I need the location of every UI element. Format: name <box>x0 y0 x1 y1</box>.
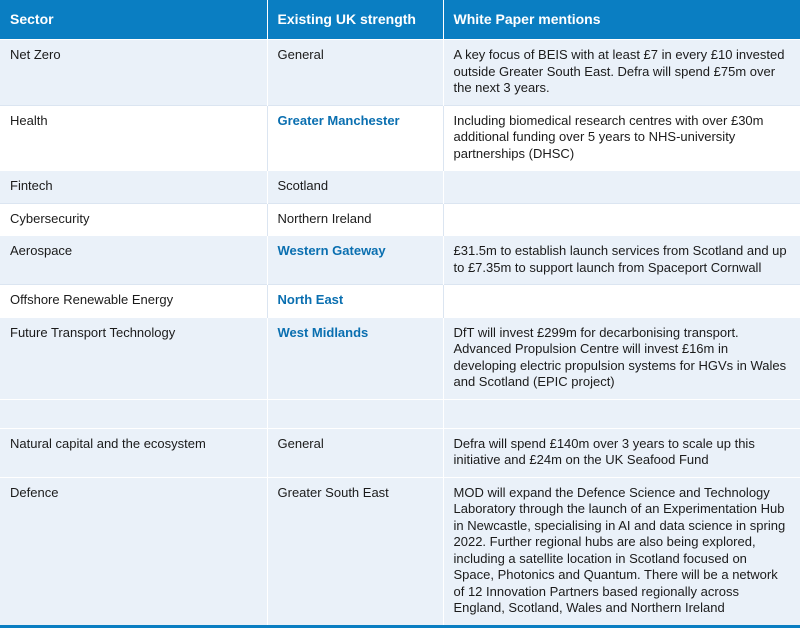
cell-sector <box>0 399 267 428</box>
table-row <box>0 236 800 285</box>
cell-mentions: £31.5m to establish launch services from Scotland and up to £7.35m to support launch from Spaceport Cornwall <box>443 236 800 285</box>
table-row <box>0 477 800 626</box>
cell-sector: Future Transport Technology <box>0 317 267 399</box>
cell-mentions: A key focus of BEIS with at least £7 in every £10 invested outside Greater South East. Defra will spend £75m over the next 3 years. <box>443 40 800 106</box>
table-row <box>0 203 800 236</box>
cell-mentions: MOD will expand the Defence Science and Technology Laboratory through the launch of an Experimentation Hub in Newcastle, specialising in AI and data science in spring 2022. Further regional hubs are also being explored, including a satellite location in Scotland focused on Space, Photonics and Quantum. There will be a network of 12 Innovation Partners based regionally across England, Scotland, Wales and Northern Ireland <box>443 477 800 626</box>
header-white-paper-mentions: White Paper mentions <box>443 0 800 40</box>
cell-mentions <box>443 399 800 428</box>
cell-sector: Health <box>0 105 267 171</box>
cell-strength: West Midlands <box>267 317 443 399</box>
cell-mentions: Including biomedical research centres with over £30m additional funding over 5 years to NHS-university partnerships (DHSC) <box>443 105 800 171</box>
table-row <box>0 40 800 106</box>
table-row-empty <box>0 399 800 428</box>
cell-sector: Defence <box>0 477 267 626</box>
table-row <box>0 428 800 477</box>
cell-strength: General <box>267 40 443 106</box>
cell-strength: Scotland <box>267 171 443 204</box>
cell-strength: Greater South East <box>267 477 443 626</box>
cell-sector: Cybersecurity <box>0 203 267 236</box>
cell-sector: Fintech <box>0 171 267 204</box>
table-row <box>0 285 800 318</box>
cell-mentions: Defra will spend £140m over 3 years to scale up this initiative and £24m on the UK Seafood Fund <box>443 428 800 477</box>
cell-mentions <box>443 171 800 204</box>
table-header-row <box>0 0 800 40</box>
table-row <box>0 317 800 399</box>
cell-sector: Natural capital and the ecosystem <box>0 428 267 477</box>
cell-sector: Offshore Renewable Energy <box>0 285 267 318</box>
cell-mentions <box>443 285 800 318</box>
header-existing-uk-strength: Existing UK strength <box>267 0 443 40</box>
cell-strength: Greater Manchester <box>267 105 443 171</box>
cell-strength <box>267 399 443 428</box>
cell-strength: General <box>267 428 443 477</box>
cell-strength: Western Gateway <box>267 236 443 285</box>
table-row <box>0 171 800 204</box>
cell-sector: Net Zero <box>0 40 267 106</box>
cell-sector: Aerospace <box>0 236 267 285</box>
cell-strength: Northern Ireland <box>267 203 443 236</box>
cell-mentions <box>443 203 800 236</box>
header-sector: Sector <box>0 0 267 40</box>
table-row <box>0 105 800 171</box>
cell-strength: North East <box>267 285 443 318</box>
cell-mentions: DfT will invest £299m for decarbonising transport. Advanced Propulsion Centre will invest £16m in developing electric propulsion systems for HGVs in Wales and Scotland (EPIC project) <box>443 317 800 399</box>
